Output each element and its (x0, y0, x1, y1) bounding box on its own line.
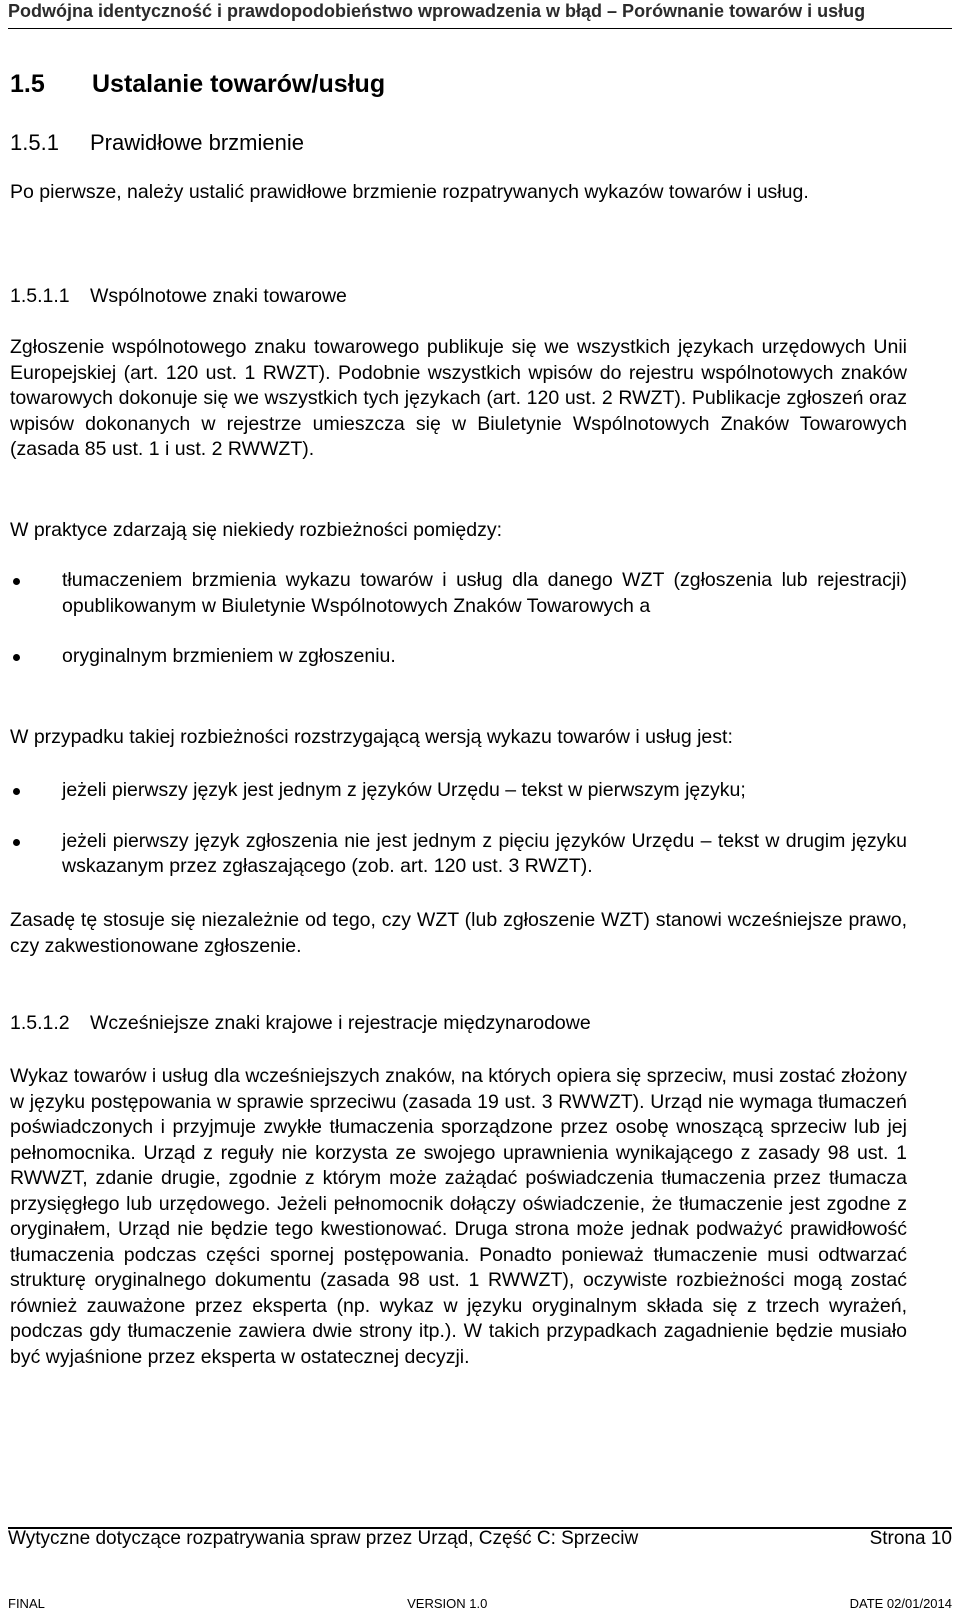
list-item (10, 778, 907, 804)
footer-date: DATE 02/01/2014 (849, 1596, 952, 1611)
footer-page-number: Strona 10 (869, 1528, 952, 1549)
section-title: Ustalanie towarów/usług (92, 70, 386, 98)
subsection-title: Prawidłowe brzmienie (90, 130, 304, 155)
list-item-text: jeżeli pierwszy język zgłoszenia nie jest jednym z pięciu języków Urzędu – tekst w drugim języku wskazanym przez zgłaszającego (zob. art. 120 ust. 3 RWZT). (62, 829, 907, 877)
footer-meta (8, 1596, 952, 1611)
list-item-text: oryginalnym brzmieniem w zgłoszeniu. (62, 645, 396, 667)
footer (8, 1528, 952, 1550)
sub2-number: 1.5.1.2 (10, 1012, 70, 1034)
bullet-icon (13, 578, 20, 585)
sub1-paragraph-1: Zgłoszenie wspólnotowego znaku towarowego publikuje się we wszystkich językach urzędowych Unii Europejskiej (art. 120 ust. 1 RWZT). Podobnie wszystkich wpisów do rejestru wspólnotowych znaków towarowych dokonuje się we wszystkich tych językach (art. 120 ust. 2 RWZT). Publikacje zgłoszeń oraz wpisów dokonanych w rejestrze umieszcza się w Biuletynie Wspólnotowych Znaków Towarowych (zasada 85 ust. 1 i ust. 2 RWWZT). (10, 336, 907, 460)
list-item (10, 568, 907, 619)
sub1-number: 1.5.1.1 (10, 285, 70, 307)
subsection-intro: Po pierwsze, należy ustalić prawidłowe brzmienie rozpatrywanych wykazów towarów i usług. (10, 181, 809, 203)
section-heading (10, 70, 385, 99)
bullet-icon (13, 654, 20, 661)
sub2-paragraph-1: Wykaz towarów i usług dla wcześniejszych znaków, na których opiera się sprzeciw, musi zostać złożony w języku postępowania w sprawie sprzeciwu (zasada 19 ust. 3 RWWZT). Urząd nie wymaga tłumaczeń poświadczonych i przyjmuje zwykłe tłumaczenia sporządzone przez osobę wnoszącą sprzeciw lub jej pełnomocnika. Urząd z reguły nie korzysta ze swojego uprawnienia wynikającego z zasady 98 ust. 1 RWWZT, zdanie drugie, zgodnie z którym może zażądać poświadczenia tłumaczenia przez tłumacza przysięgłego lub urzędowego. Jeżeli pełnomocnik dołączy oświadczenie, że tłumaczenie jest zgodne z oryginałem, Urząd nie będzie tego kwestionować. Druga strona może jednak podważyć prawidłowość tłumaczenia podczas części spornej postępowania. Ponadto ponieważ tłumaczenie musi odtwarzać strukturę oryginalnego dokumentu (zasada 98 ust. 1 RWWZT), oczywiste rozbieżności mogą zostać również zauważone przez eksperta (np. wykaz w języku oryginalnym składa się z trzech wyrażeń, podczas gdy tłumaczenie zawiera dwie strony itp.). W takich przypadkach zagadnienie będzie musiało być wyjaśnione przez eksperta w ostatecznej decyzji. (10, 1065, 907, 1368)
sub1-paragraph-3: W przypadku takiej rozbieżności rozstrzygającą wersją wykazu towarów i usług jest: (10, 726, 733, 748)
sub2-heading (10, 1012, 591, 1035)
list-item-text: tłumaczeniem brzmienia wykazu towarów i usług dla danego WZT (zgłoszenia lub rejestracji) opublikowanym w Biuletynie Wspólnotowych Znaków Towarowych a (62, 569, 907, 617)
footer-status: FINAL (8, 1596, 45, 1611)
sub1-paragraph-4: Zasadę tę stosuje się niezależnie od tego, czy WZT (lub zgłoszenie WZT) stanowi wcześniejsze prawo, czy zakwestionowane zgłoszenie. (10, 909, 907, 957)
sub2-title: Wcześniejsze znaki krajowe i rejestracje międzynarodowe (90, 1012, 591, 1034)
subsection-number: 1.5.1 (10, 130, 59, 155)
decisive-version-list (10, 778, 907, 880)
bullet-icon (13, 839, 20, 846)
running-header (8, 0, 952, 29)
list-item (10, 829, 907, 880)
sub1-paragraph-2: W praktyce zdarzają się niekiedy rozbieżności pomiędzy: (10, 519, 503, 541)
section-number: 1.5 (10, 70, 45, 98)
bullet-icon (13, 788, 20, 795)
subsection-heading (10, 130, 304, 156)
footer-version: VERSION 1.0 (407, 1596, 488, 1611)
list-item-text: jeżeli pierwszy język jest jednym z języków Urzędu – tekst w pierwszym języku; (62, 779, 746, 801)
footer-document-title: Wytyczne dotyczące rozpatrywania spraw przez Urząd, Część C: Sprzeciw (8, 1528, 639, 1549)
list-item (10, 644, 907, 670)
sub1-title: Wspólnotowe znaki towarowe (90, 285, 347, 307)
running-header-title: Podwójna identyczność i prawdopodobieństwo wprowadzenia w błąd – Porównanie towarów i usług (8, 1, 866, 21)
discrepancy-list (10, 568, 907, 670)
sub1-heading (10, 285, 347, 308)
